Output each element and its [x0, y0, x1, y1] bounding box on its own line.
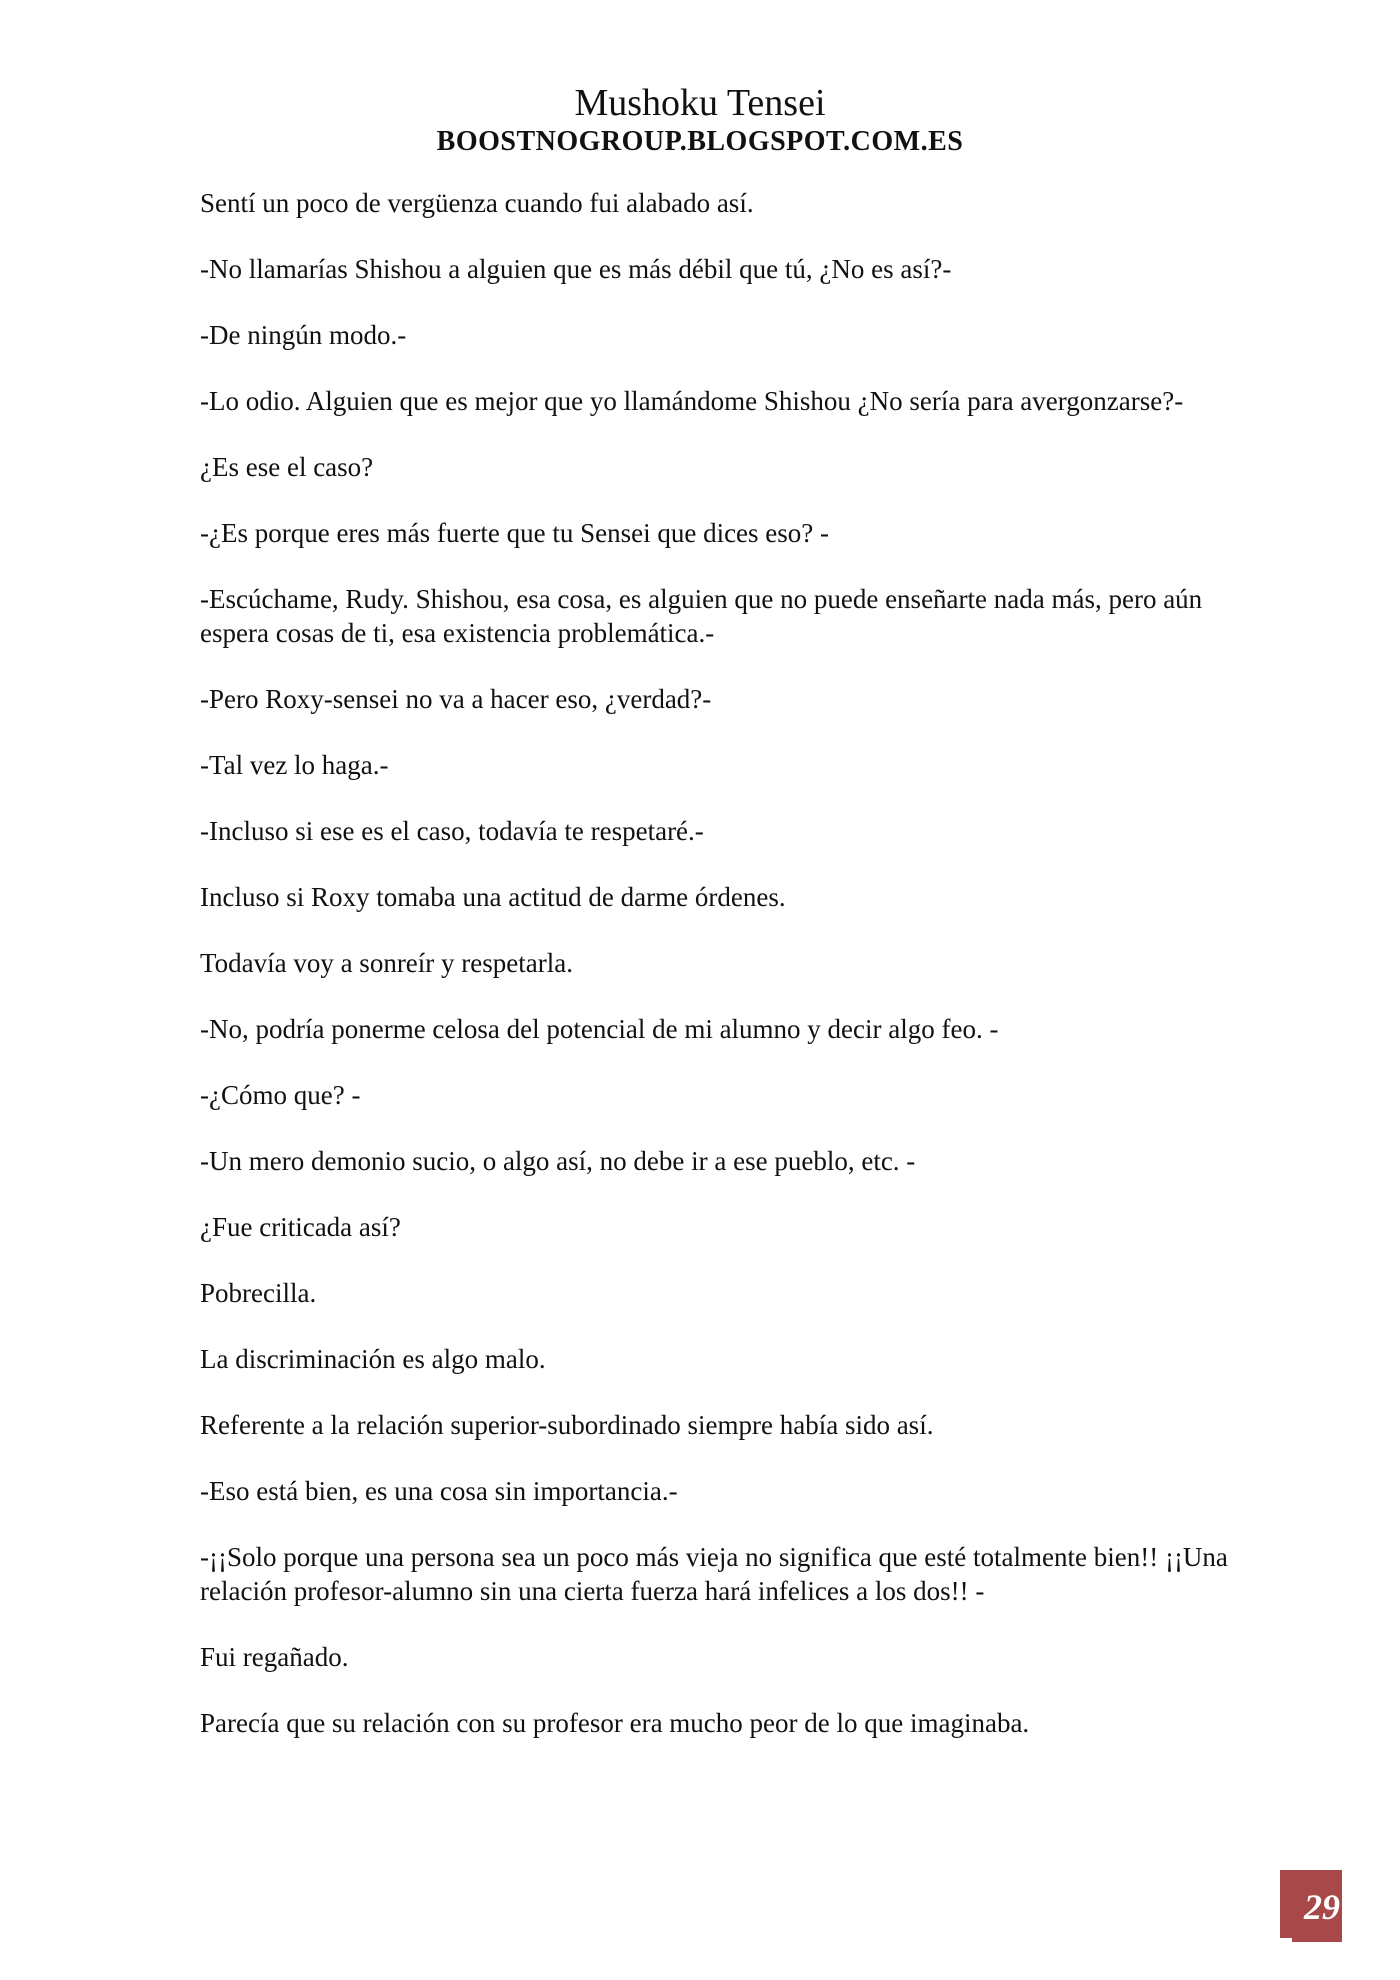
- chapter-body: [200, 186, 1230, 1772]
- paragraph: -¿Cómo que? -: [200, 1080, 361, 1110]
- page-header: [0, 80, 1400, 158]
- paragraph: -Pero Roxy-sensei no va a hacer eso, ¿verdad?-: [200, 684, 712, 714]
- paragraph: Pobrecilla.: [200, 1278, 317, 1308]
- page-number-underline: [1292, 1938, 1342, 1942]
- paragraph: -Eso está bien, es una cosa sin importancia.-: [200, 1476, 678, 1506]
- paragraph: -¡¡Solo porque una persona sea un poco más vieja no significa que esté totalmente bien!! ¡¡Una relación profesor-alumno sin una cierta fuerza hará infelices a los dos!! -: [200, 1542, 1228, 1606]
- book-title: Mushoku Tensei: [574, 82, 826, 124]
- paragraph: La discriminación es algo malo.: [200, 1344, 546, 1374]
- paragraph: ¿Fue criticada así?: [200, 1212, 401, 1242]
- paragraph: Parecía que su relación con su profesor era mucho peor de lo que imaginaba.: [200, 1708, 1030, 1738]
- paragraph: -Escúchame, Rudy. Shishou, esa cosa, es alguien que no puede enseñarte nada más, pero aún espera cosas de ti, esa existencia problemática.-: [200, 584, 1203, 648]
- paragraph: Todavía voy a sonreír y respetarla.: [200, 948, 573, 978]
- paragraph: Referente a la relación superior-subordinado siempre había sido así.: [200, 1410, 934, 1440]
- paragraph: Sentí un poco de vergüenza cuando fui alabado así.: [200, 188, 754, 218]
- paragraph: -No, podría ponerme celosa del potencial de mi alumno y decir algo feo. -: [200, 1014, 999, 1044]
- paragraph: -De ningún modo.-: [200, 320, 407, 350]
- paragraph: Incluso si Roxy tomaba una actitud de darme órdenes.: [200, 882, 786, 912]
- paragraph: -No llamarías Shishou a alguien que es más débil que tú, ¿No es así?-: [200, 254, 952, 284]
- paragraph: Fui regañado.: [200, 1642, 349, 1672]
- site-url: BOOSTNOGROUP.BLOGSPOT.COM.ES: [436, 126, 964, 157]
- paragraph: -Un mero demonio sucio, o algo así, no debe ir a ese pueblo, etc. -: [200, 1146, 916, 1176]
- page-number-badge: 29: [1280, 1870, 1342, 1938]
- paragraph: -Lo odio. Alguien que es mejor que yo llamándome Shishou ¿No sería para avergonzarse?-: [200, 386, 1184, 416]
- paragraph: ¿Es ese el caso?: [200, 452, 374, 482]
- paragraph: -¿Es porque eres más fuerte que tu Sensei que dices eso? -: [200, 518, 830, 548]
- paragraph: -Tal vez lo haga.-: [200, 750, 389, 780]
- paragraph: -Incluso si ese es el caso, todavía te respetaré.-: [200, 816, 704, 846]
